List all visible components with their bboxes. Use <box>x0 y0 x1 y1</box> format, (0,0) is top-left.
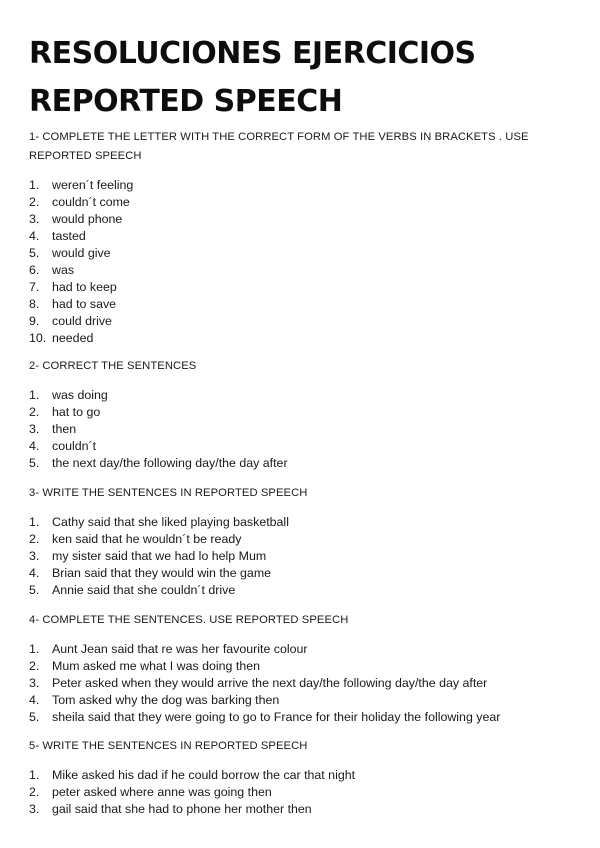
item-text: Cathy said that she liked playing basketball <box>52 515 289 529</box>
item-text: would phone <box>52 212 123 226</box>
item-text: couldn´t <box>52 439 97 453</box>
list-item <box>29 177 574 194</box>
item-number: 3. <box>29 422 40 436</box>
item-text: Brian said that they would win the game <box>52 566 272 580</box>
list-item <box>29 582 574 599</box>
item-text: my sister said that we had lo help Mum <box>52 549 267 563</box>
answer-list <box>29 387 574 472</box>
list-item <box>29 438 574 455</box>
list-item <box>29 641 574 658</box>
item-number: 2. <box>29 785 40 799</box>
item-number: 3. <box>29 549 40 563</box>
item-text: would give <box>52 246 111 260</box>
item-text: peter asked where anne was going then <box>52 785 272 799</box>
item-number: 4. <box>29 566 40 580</box>
title-line-1: RESOLUCIONES EJERCICIOS <box>29 36 476 71</box>
section-heading: 3- WRITE THE SENTENCES IN REPORTED SPEECH <box>29 487 308 499</box>
answer-list <box>29 641 574 726</box>
document-title <box>29 30 569 126</box>
item-number: 2. <box>29 532 40 546</box>
list-item <box>29 531 574 548</box>
item-number: 3. <box>29 676 40 690</box>
item-text: had to keep <box>52 280 117 294</box>
list-item <box>29 194 574 211</box>
item-number: 4. <box>29 229 40 243</box>
list-item <box>29 784 574 801</box>
item-text: ken said that he wouldn´t be ready <box>52 532 242 546</box>
item-number: 5. <box>29 456 40 470</box>
answer-list <box>29 177 574 347</box>
answer-list <box>29 767 574 818</box>
list-item <box>29 767 574 784</box>
item-number: 3. <box>29 212 40 226</box>
item-number: 1. <box>29 642 40 656</box>
list-item <box>29 313 574 330</box>
item-text: Peter asked when they would arrive the next day/the following day/the day after <box>52 676 488 690</box>
item-text: tasted <box>52 229 86 243</box>
item-text: could drive <box>52 314 112 328</box>
section-2 <box>29 357 574 472</box>
list-item <box>29 658 574 675</box>
list-item <box>29 548 574 565</box>
item-number: 8. <box>29 297 40 311</box>
item-number: 3. <box>29 802 40 816</box>
answer-list <box>29 514 574 599</box>
item-number: 10. <box>29 331 47 345</box>
item-number: 1. <box>29 515 40 529</box>
list-item <box>29 675 574 692</box>
item-text: was <box>52 263 75 277</box>
item-number: 5. <box>29 710 40 724</box>
list-item <box>29 421 574 438</box>
list-item <box>29 709 574 726</box>
item-text: then <box>52 422 77 436</box>
section-1 <box>29 128 574 347</box>
item-text: gail said that she had to phone her mother then <box>52 802 312 816</box>
item-number: 1. <box>29 388 40 402</box>
list-item <box>29 514 574 531</box>
item-number: 2. <box>29 195 40 209</box>
list-item <box>29 387 574 404</box>
list-item <box>29 262 574 279</box>
item-text: Mum asked me what I was doing then <box>52 659 260 673</box>
section-heading: 2- CORRECT THE SENTENCES <box>29 360 197 372</box>
list-item <box>29 330 574 347</box>
item-text: Mike asked his dad if he could borrow the car that night <box>52 768 356 782</box>
item-text: was doing <box>52 388 108 402</box>
item-text: needed <box>52 331 94 345</box>
item-number: 1. <box>29 768 40 782</box>
item-number: 2. <box>29 405 40 419</box>
item-text: Tom asked why the dog was barking then <box>52 693 280 707</box>
list-item <box>29 404 574 421</box>
item-text: Annie said that she couldn´t drive <box>52 583 236 597</box>
item-number: 9. <box>29 314 40 328</box>
list-item <box>29 692 574 709</box>
section-3 <box>29 484 574 599</box>
section-5 <box>29 737 574 818</box>
list-item <box>29 228 574 245</box>
item-text: the next day/the following day/the day after <box>52 456 288 470</box>
item-number: 2. <box>29 659 40 673</box>
item-number: 4. <box>29 693 40 707</box>
item-number: 6. <box>29 263 40 277</box>
item-text: sheila said that they were going to go to France for their holiday the following year <box>52 710 501 724</box>
section-heading: 5- WRITE THE SENTENCES IN REPORTED SPEECH <box>29 740 308 752</box>
section-heading: 1- COMPLETE THE LETTER WITH THE CORRECT FORM OF THE VERBS IN BRACKETS . USE REPORTED SPEECH <box>29 131 529 162</box>
list-item <box>29 296 574 313</box>
item-number: 1. <box>29 178 40 192</box>
list-item <box>29 455 574 472</box>
item-text: hat to go <box>52 405 101 419</box>
item-text: weren´t feeling <box>52 178 134 192</box>
list-item <box>29 801 574 818</box>
section-4 <box>29 611 574 726</box>
item-text: Aunt Jean said that re was her favourite colour <box>52 642 308 656</box>
item-number: 4. <box>29 439 40 453</box>
list-item <box>29 565 574 582</box>
list-item <box>29 245 574 262</box>
list-item <box>29 279 574 296</box>
item-text: had to save <box>52 297 117 311</box>
item-number: 5. <box>29 583 40 597</box>
list-item <box>29 211 574 228</box>
section-heading: 4- COMPLETE THE SENTENCES. USE REPORTED SPEECH <box>29 614 349 626</box>
item-text: couldn´t come <box>52 195 130 209</box>
item-number: 5. <box>29 246 40 260</box>
item-number: 7. <box>29 280 40 294</box>
title-line-2: REPORTED SPEECH <box>29 84 343 119</box>
